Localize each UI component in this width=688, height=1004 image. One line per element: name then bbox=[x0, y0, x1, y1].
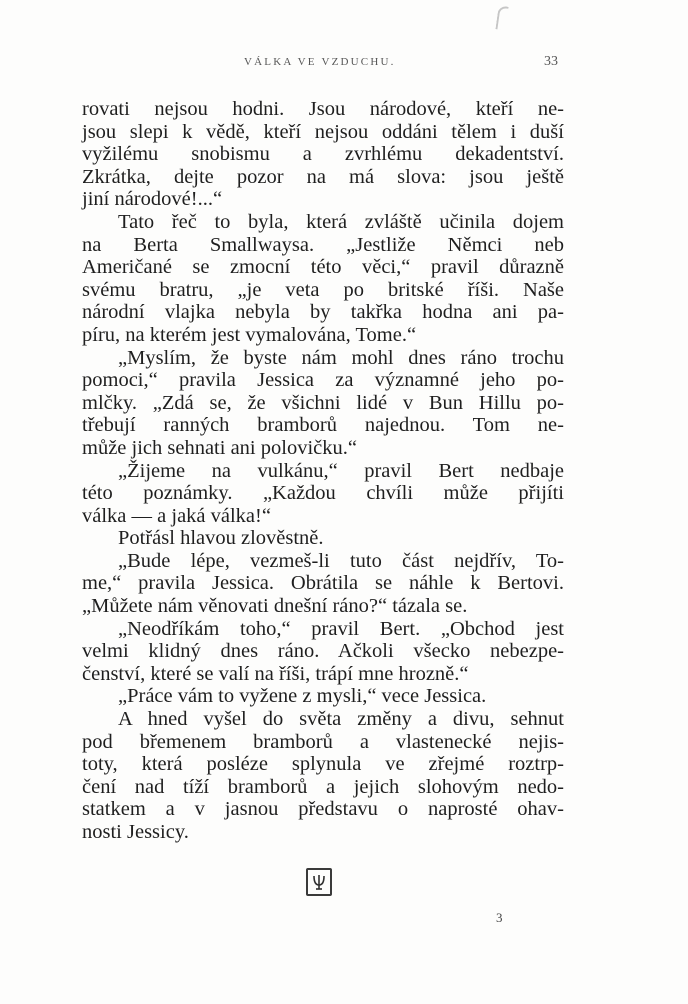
page-number: 33 bbox=[544, 54, 558, 69]
text-line: Potřásl hlavou zlověstně. bbox=[118, 527, 324, 550]
text-line: Američané se zmocní této věci,“ pravil důrazně bbox=[82, 256, 564, 279]
text-line: „Bude lépe, vezmeš-li tuto část nejdřív, To- bbox=[118, 549, 564, 572]
text-line: jsou slepi k vědě, kteří nejsou oddáni tělem i duší bbox=[82, 120, 564, 143]
running-head bbox=[0, 56, 688, 74]
text-line: A hned vyšel do světa změny a divu, sehnut bbox=[118, 708, 564, 731]
text-line: „Práce vám to vyžene z mysli,“ vece Jessica. bbox=[118, 685, 487, 708]
text-line: statkem a v jasnou představu o naprosté ohav- bbox=[82, 798, 564, 821]
body-text bbox=[82, 98, 564, 844]
text-line: této poznámky. „Každou chvíli může přijíti bbox=[82, 482, 564, 505]
paper-mark bbox=[495, 5, 508, 30]
signature-mark: 3 bbox=[496, 910, 503, 925]
running-title: VÁLKA VE VZDUCHU. bbox=[244, 56, 396, 68]
text-line: me,“ pravila Jessica. Obrátila se náhle k Bertovi. bbox=[82, 572, 564, 595]
text-line: „Můžete nám věnovati dnešní ráno?“ tázala se. bbox=[82, 595, 468, 618]
text-line: válka — a jaká válka!“ bbox=[82, 504, 271, 527]
printer-emblem-icon bbox=[306, 868, 332, 896]
text-line: jiní národové!...“ bbox=[82, 188, 223, 211]
text-line: pod břemenem bramborů a vlastenecké nejis- bbox=[82, 730, 564, 753]
text-line: národní vlajka nebyla by takřka hodna ani pa- bbox=[82, 301, 564, 324]
text-line: pomoci,“ pravila Jessica za významné jeho po- bbox=[82, 369, 564, 392]
text-line: čenství, které se valí na říši, trápí mne hrozně.“ bbox=[82, 662, 469, 685]
text-line: vyžilému snobismu a zvrhlému dekadentství. bbox=[82, 143, 564, 166]
text-line: „Neodříkám toho,“ pravil Bert. „Obchod jest bbox=[118, 617, 564, 640]
text-line: píru, na kterém jest vymalována, Tome.“ bbox=[82, 323, 417, 346]
text-line: může jich sehnati ani polovičku.“ bbox=[82, 436, 357, 459]
text-line: svému bratru, „je veta po britské říši. Naše bbox=[82, 278, 564, 301]
text-line: na Berta Smallwaysa. „Jestliže Němci neb bbox=[82, 233, 564, 256]
text-line: čení nad tíží bramborů a jejich slohovým nedo- bbox=[82, 775, 564, 798]
text-line: „Žijeme na vulkánu,“ pravil Bert nedbaje bbox=[118, 459, 564, 482]
text-line: „Myslím, že byste nám mohl dnes ráno trochu bbox=[118, 346, 564, 369]
text-line: nosti Jessicy. bbox=[82, 821, 189, 843]
text-line: velmi klidný dnes ráno. Ačkoli všecko nebezpe- bbox=[82, 640, 564, 663]
text-line: toty, která posléze splynula ve zřejmé roztrp- bbox=[82, 753, 564, 776]
text-line: třebují ranných bramborů najednou. Tom ne- bbox=[82, 414, 564, 437]
text-line: mlčky. „Zdá se, že všichni lidé v Bun Hillu po- bbox=[82, 391, 564, 414]
text-line: rovati nejsou hodni. Jsou národové, kteří ne- bbox=[82, 98, 564, 120]
text-line: Zkrátka, dejte pozor na má slova: jsou ještě bbox=[82, 165, 564, 188]
text-line: Tato řeč to byla, která zvláště učinila dojem bbox=[118, 210, 564, 233]
